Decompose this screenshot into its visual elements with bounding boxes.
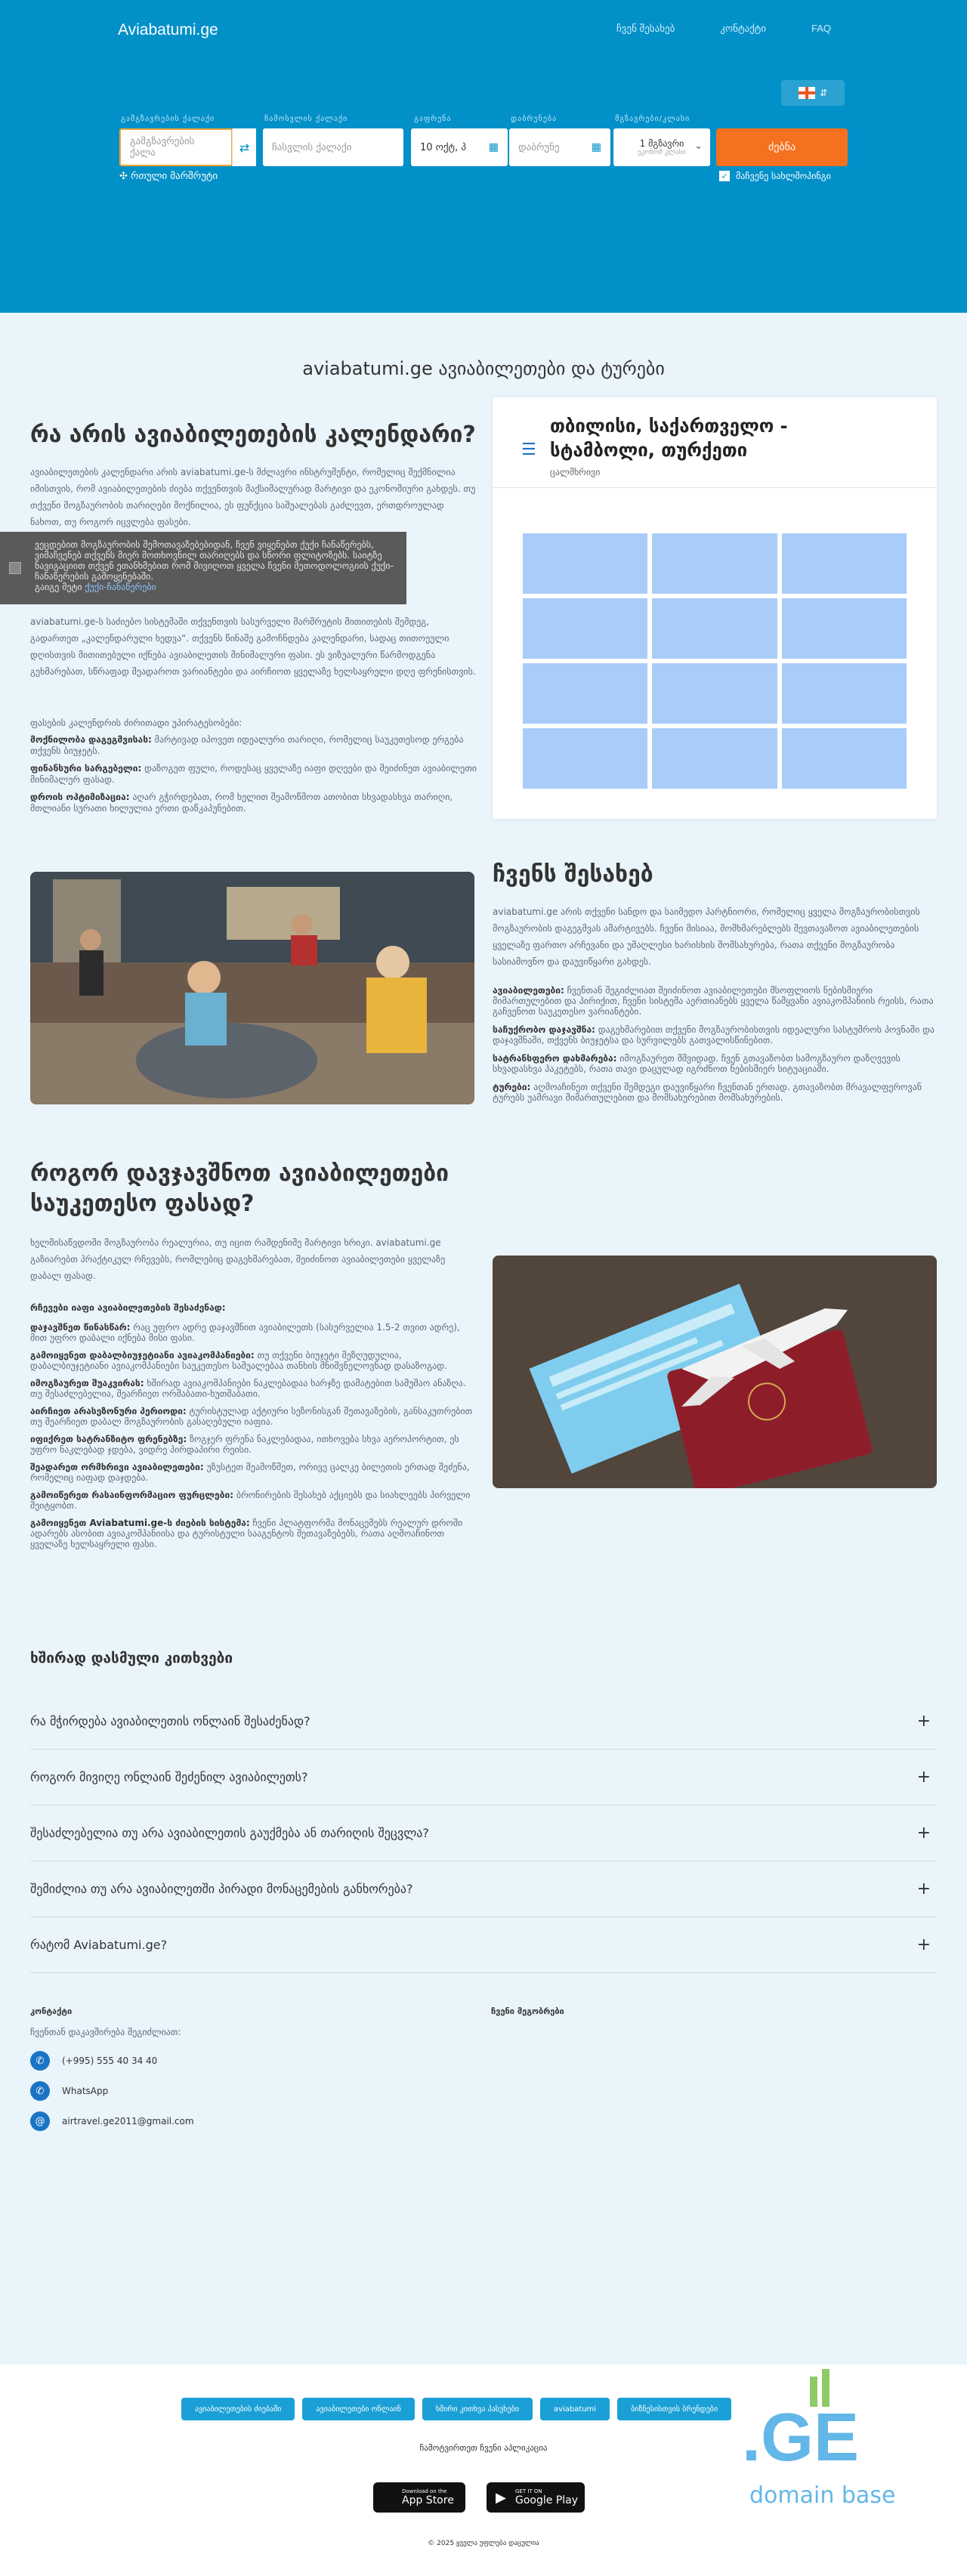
calendar-cell[interactable] xyxy=(652,663,777,724)
plus-icon: + xyxy=(916,1824,931,1842)
route-calendar-card xyxy=(493,397,937,819)
chevron-down-icon: ⌄ xyxy=(694,141,703,152)
faq-heading: ხშირად დასმული კითხვები xyxy=(30,1650,233,1666)
tip-item: გამოიყენეთ დაბალბიუჯეტიანი ავიაკომპანიები: თუ თქვენი ბიუჯეტი შეზღუდულია, დაბალბიუჯეტიანი ავიაკომპანიები საუკეთესო საშუალებაა თანხის მნიშვნელოვნად დასაზოგად. xyxy=(30,1350,447,1371)
faq-item[interactable]: რატომ Aviabatumi.ge? + xyxy=(30,1917,937,1973)
calendar-benefits-intro: ფასების კალენდრის ძირითადი უპირატესობები: xyxy=(30,718,243,728)
calendar-cell[interactable] xyxy=(782,598,907,659)
depart-date-value: 10 ოქტ, პ xyxy=(420,141,466,153)
about-points xyxy=(493,985,937,1103)
apps-label: ჩამოტვირთეთ ჩვენი აპლიკაცია xyxy=(419,2443,548,2453)
calendar-cell[interactable] xyxy=(782,533,907,594)
site-logo[interactable]: Aviabatumi.ge xyxy=(118,21,218,39)
tip-item: გამოიწერეთ რასაინფორმაციო ფურცლები: ბრონირების შესახებ აქციებს და სიახლეებს პირველი შეიტყობთ. xyxy=(30,1490,471,1511)
tip-item: იფიქრეთ სატრანზიტო ფრენებზე: ზოგჯერ ფრენა ნაკლებადაა, ითხოვება სხვა აეროპორტით, ეს უფრო ნაკლებად ჯდება, ვიდრე პირდაპირი რეისი. xyxy=(30,1434,459,1455)
copyright: © 2025 ყველა უფლება დაცულია xyxy=(428,2540,539,2547)
checkmark-icon: ✓ xyxy=(719,171,730,181)
tips-list-intro: რჩევები იაფი ავიაბილეთების შესაძენად: xyxy=(30,1302,226,1313)
nav-about[interactable]: ჩვენ შესახებ xyxy=(616,23,675,34)
google-play-button[interactable]: ▶ GET IT ON Google Play xyxy=(487,2482,585,2513)
swap-icon[interactable]: ⇄ xyxy=(232,128,256,166)
footer-link[interactable]: ხშირი კითხვა პასუხები xyxy=(422,2398,533,2420)
email-icon: @ xyxy=(30,2111,50,2131)
calendar-cell[interactable] xyxy=(652,728,777,789)
calendar-cell[interactable] xyxy=(782,663,907,724)
tips-intro: ხელმისაწვდომი მოგზაურობა რეალურია, თუ იცით რამდენიმე მარტივი ხრიკი. aviabatumi.ge გაზიარებთ პრაქტიკულ რჩევებს, რომლებიც დაგეხმარებათ, შეიძინოთ ავიაბილეთები ყველაზე დაბალ ფასად. xyxy=(30,1237,446,1281)
contact-phone[interactable]: ✆ (+995) 555 40 34 40 xyxy=(30,2051,194,2071)
footer-links xyxy=(181,2398,731,2420)
tip-item: იმოგზაურეთ შუაკვირას: ხშირად ავიაკომპანიები ნაკლებადაა ხარჯზე დამატებით სამუშაო ანაზღა. თუ შესაძლებელია, შეარჩიეთ ორშაბათი-ხუთშაბათი. xyxy=(30,1378,466,1399)
georgia-flag-icon xyxy=(799,87,815,99)
benefit-item: დროის ოპტიმიზაცია: აღარ გჭირდებათ, რომ ხელით შეამოწმოთ ათობით სხვადასხვა თარიღი, მთლიანი სურათი ხილულია ერთი დაწკაპუნებით. xyxy=(30,792,453,814)
return-date-input[interactable] xyxy=(509,128,610,166)
calendar-cell[interactable] xyxy=(652,598,777,659)
passengers-value: 1 მგზავრი xyxy=(639,138,684,149)
calendar-heading: რა არის ავიაბილეთების კალენდარი? xyxy=(30,422,476,448)
depart-label: გაფრენა xyxy=(414,115,452,123)
cookie-accept-checkbox[interactable] xyxy=(9,562,21,574)
calendar-cell[interactable] xyxy=(523,728,647,789)
pax-label: მგზავრები/კლასი xyxy=(615,115,690,123)
contacts-heading: კონტაქტი xyxy=(30,2006,73,2016)
plus-icon: + xyxy=(916,1768,931,1787)
about-heading: ჩვენს შესახებ xyxy=(493,861,653,888)
route-title: თბილისი, საქართველო - სტამბოლი, თურქეთი xyxy=(550,415,788,461)
from-input[interactable]: გამგზავრების ქალა xyxy=(119,128,233,166)
about-intro: aviabatumi.ge არის თქვენი სანდო და საიმედო პარტნიორი, რომელიც ყველა მოგზაურობისთვის მოგზაურობის დაგეგმვას ამარტივებს. ჩვენი მისიაა, მომხმარებლებს შევთავაზოთ ავიაბილეთების ყველაზე ფართო არჩევანი და უმაღლესი ხარისხის მომსახურება, რათა თქვენი მოგზაურობა სასიამოვნო და დაუვიწყარი გახდეს. xyxy=(493,907,920,967)
contacts-block xyxy=(30,2006,194,2131)
to-label: ჩამოსვლის ქალაქი xyxy=(264,115,348,123)
benefit-item: მოქნილობა დაგეგმვისას: მარტივად იპოვეთ იდეალური თარიღი, რომელიც საუკეთესოდ ერგება თქვენს ბიუჯეტს. xyxy=(30,734,464,756)
passengers-select[interactable] xyxy=(613,128,710,166)
calendar-para: aviabatumi.ge-ს საძიებო სისტემაში თქვენთვის სასურველი მარშრუტის მითითების შემდეგ, გადართეთ „კალენდარული ხედვა“. თქვენს წინაშე გამოჩნდება კალენდარი, სადაც თითოეული დღისთვის მითითებული იქნება ავიაბილეთის მინიმალური ფასი. ეს ვიზუალური წარმოდგენა გეხმარებათ, სწრაფად შეადაროთ ვარიანტები და აირჩიოთ ყველაზე ხელსაყრელი დღე ფრენისთვის. xyxy=(30,616,476,677)
search-button[interactable]: ძებნა xyxy=(716,128,848,166)
tip-item: შეადარეთ ორმხრივი ავიაბილეთები: უზუსტეთ შეამოწმეთ, ორივე ცალკე ბილეთის ერთად შეძენა, რომელიც იაფად დაჯდება. xyxy=(30,1462,470,1483)
footer-link[interactable]: aviabatumi xyxy=(540,2398,610,2420)
section-title: aviabatumi.ge ავიაბილეთები და ტურები xyxy=(302,358,665,379)
nav-faq[interactable]: FAQ xyxy=(811,23,831,34)
contact-email[interactable]: @ airtravel.ge2011@gmail.com xyxy=(30,2111,194,2131)
tip-item: აირჩიეთ არასეზონური პერიოდი: ტურისტულად აქტიური სეზონისგან შეთავაზების, განსაკუთრებით თუ შეარჩიეთ დაბალ მოგზაურობის გასაღებული იაფია. xyxy=(30,1406,473,1427)
cookie-text: ვეცდებით მოგზაურობის შემოთავაზებებიდან, ჩვენ ვიყენებთ ქუქი ჩანაწერებს, ვიმაჩვენებ თქვენს მიერ მოთხოვნილ თარიღებს და სწორი ფლიტოზებს. საიტზე ნავიგაციით თქვენ ეთანხმებით რომ მივიღოთ ყველა ჩვენი მეთოდოლოგიის ქუქი-ჩანაწერების გამოყენებაში. xyxy=(35,539,394,582)
contacts-note: ჩვენთან დაკავშირება შეგიძლიათ: xyxy=(30,2027,181,2037)
plus-icon: + xyxy=(916,1935,931,1954)
calendar-icon: ▦ xyxy=(488,141,499,153)
return-date-placeholder: დაბრუნე xyxy=(518,141,560,153)
route-card-header xyxy=(493,397,937,488)
cookie-policy-link[interactable]: ქუქი-ჩანაწერები xyxy=(85,582,156,592)
footer xyxy=(0,2364,967,2576)
tip-item: გამოიყენეთ Aviabatumi.ge-ს ძიების სისტემა: ჩვენი პლატფორმა მონაცემებს რეალურ დროში ადარებს ასობით ავიაკომპანიისა და ტურისტული სააგენტოს შეთავაზებებს, რათა აღმოაჩინოთ ყველაზე ხელსაყრელი ფასი. xyxy=(30,1518,463,1549)
faq-item[interactable]: როგორ მივიღე ონლაინ შეძენილ ავიაბილეთს? + xyxy=(30,1750,937,1805)
footer-link[interactable]: ავიაბილეთები ონლაინ xyxy=(302,2398,414,2420)
badge-logo: .GE xyxy=(742,2400,860,2476)
passengers-class: ეკონომ კლასი xyxy=(638,149,686,156)
flexible-dates-checkbox[interactable]: ✓ მაჩვენე სახლშოპინგი xyxy=(719,171,831,181)
calendar-cell[interactable] xyxy=(523,598,647,659)
calendar-cell[interactable] xyxy=(652,533,777,594)
faq-item[interactable]: შესაძლებელია თუ არა ავიაბილეთის გაუქმება ან თარიღის შეცვლა? + xyxy=(30,1805,937,1861)
about-point: საჩუქრობო დაჯავშნა: დაგეხმარებით თქვენი მოგზაურობისთვის იდეალური სასტუმროს პოვნაში და დაჯავშნაში, თქვენს ბიუჯეტსა და სურვილებს გათვალისწინებით. xyxy=(493,1024,935,1046)
calendar-benefits-list xyxy=(30,734,477,814)
calendar-grid xyxy=(523,533,907,789)
badge-subtitle: domain base xyxy=(749,2482,896,2509)
about-point: სატრანსფერო დახმარება: იმოგზაურეთ მშვიდად. ჩვენ გთავაზობთ სამოგზაურო დაზღვევის სხვადასხვა პაკეტებს, რათა თავი დაცულად იგრძნოთ ნებისმიერ სიტუაციაში. xyxy=(493,1053,901,1074)
calendar-icon: ▦ xyxy=(591,141,601,153)
tips-list xyxy=(30,1322,474,1549)
route-trip-type: ცალმხრივი xyxy=(550,467,601,477)
contact-whatsapp[interactable]: ✆ WhatsApp xyxy=(30,2081,194,2101)
depart-date-input[interactable] xyxy=(411,128,508,166)
route-icon: ✣ xyxy=(119,171,128,182)
menu-icon[interactable]: ☰ xyxy=(521,440,536,459)
whatsapp-icon: ✆ xyxy=(30,2081,50,2101)
friends-heading: ჩვენი მეგობრები xyxy=(491,2006,564,2016)
faq-item[interactable]: შემიძლია თუ არა ავიაბილეთში პირადი მონაცემების განხორება? + xyxy=(30,1861,937,1917)
calendar-cell[interactable] xyxy=(523,663,647,724)
sort-arrows-icon: ⇵ xyxy=(819,88,828,98)
about-point: ტურები: აღმოაჩინეთ თქვენი შემდეგი დაუვიწყარი ჩვენთან ერთად. გთავაზობთ მრავალფეროვან ტურებს უამრავი მიმართულებით და მომსახურებით მომსახურების. xyxy=(493,1082,922,1103)
from-label: გამგზავრების ქალაქი xyxy=(121,115,215,123)
plane-passport-photo xyxy=(493,1256,937,1488)
hero-search-section xyxy=(0,0,967,313)
about-point: ავიაბილეთები: ჩვენთან შეგიძლიათ შეიძინოთ ავიაბილეთები მსოფლიოს ნებისმიერი მიმართულებით და პირიქით, ჩვენი სისტემა აერთიანებს ყველა წამყვანი ავიაკომპანიის რეისს, რათა გაჩვენოთ საუკეთესო ვარიანტები. xyxy=(493,985,934,1017)
to-input[interactable]: ჩასვლის ქალაქი xyxy=(263,128,403,166)
complex-route-link[interactable]: ✣ რთული მარშრუტი xyxy=(119,171,218,182)
benefit-item: ფინანსური სარგებელი: დაზოგეთ ფული, როდესაც ყველაზე იაფი დღეები და შეიძინეთ ავიაბილეთი მინიმალურ ფასად. xyxy=(30,763,477,785)
tip-item: დაჯავშნეთ წინასწარ: რაც უფრო ადრე დაჯავშნით ავიაბილეთს (სასურველია 1.5-2 თვით ადრე), მით უფრო დაბალი იქნება მისი ფასი. xyxy=(30,1322,460,1343)
play-icon: ▶ xyxy=(496,2490,506,2506)
phone-icon: ✆ xyxy=(30,2051,50,2071)
footer-link[interactable]: ავიაბილეთების ძიებაში xyxy=(181,2398,295,2420)
app-store-button[interactable]: Download on the App Store xyxy=(373,2482,465,2513)
footer-link[interactable]: ბიზნესისთვის ბრენდები xyxy=(617,2398,731,2420)
plus-icon: + xyxy=(916,1879,931,1898)
plus-icon: + xyxy=(916,1712,931,1731)
calendar-cell[interactable] xyxy=(523,533,647,594)
team-office-photo xyxy=(30,872,474,1104)
nav-contact[interactable]: კონტაქტი xyxy=(720,23,766,34)
faq-item[interactable]: რა მჭირდება ავიაბილეთის ონლაინ შესაძენად? + xyxy=(30,1694,937,1750)
tips-heading: როგორ დავჯავშნოთ ავიაბილეთები საუკეთესო ფასად? xyxy=(30,1160,450,1217)
return-label: დაბრუნება xyxy=(511,115,558,123)
ge-domain-badge[interactable] xyxy=(742,2377,908,2543)
calendar-intro: ავიაბილეთების კალენდარი არის aviabatumi.ge-ს მძლავრი ინსტრუმენტი, რომელიც შექმნილია იმისთვის, რომ ავიაბილეთების ძიება თქვენთვის მაქსიმალურად მარტივი და ეკონომიური გახდეს. თუ თქვენი მოგზაურობის თარიღები მოქნილია, ეს ფუნქცია საშუალებას გაძლევთ, ერთდროულად ნახოთ, თუ როგორ იცვლება ფასები. xyxy=(30,467,476,527)
main-nav xyxy=(616,23,831,35)
cookie-banner: ვეცდებით მოგზაურობის შემოთავაზებებიდან, ჩვენ ვიყენებთ ქუქი ჩანაწერებს, ვიმაჩვენებ თქვენს მიერ მოთხოვნილ თარიღებს და სწორი ფლიტოზებს. საიტზე ნავიგაციით თქვენ ეთანხმებით რომ მივიღოთ ყველა ჩვენი მეთოდოლოგიის ქუქი-ჩანაწერების გამოყენებაში. გაიგე მეტი ქუქი-ჩანაწერები xyxy=(0,532,406,604)
language-switcher[interactable] xyxy=(781,80,845,106)
calendar-cell[interactable] xyxy=(782,728,907,789)
